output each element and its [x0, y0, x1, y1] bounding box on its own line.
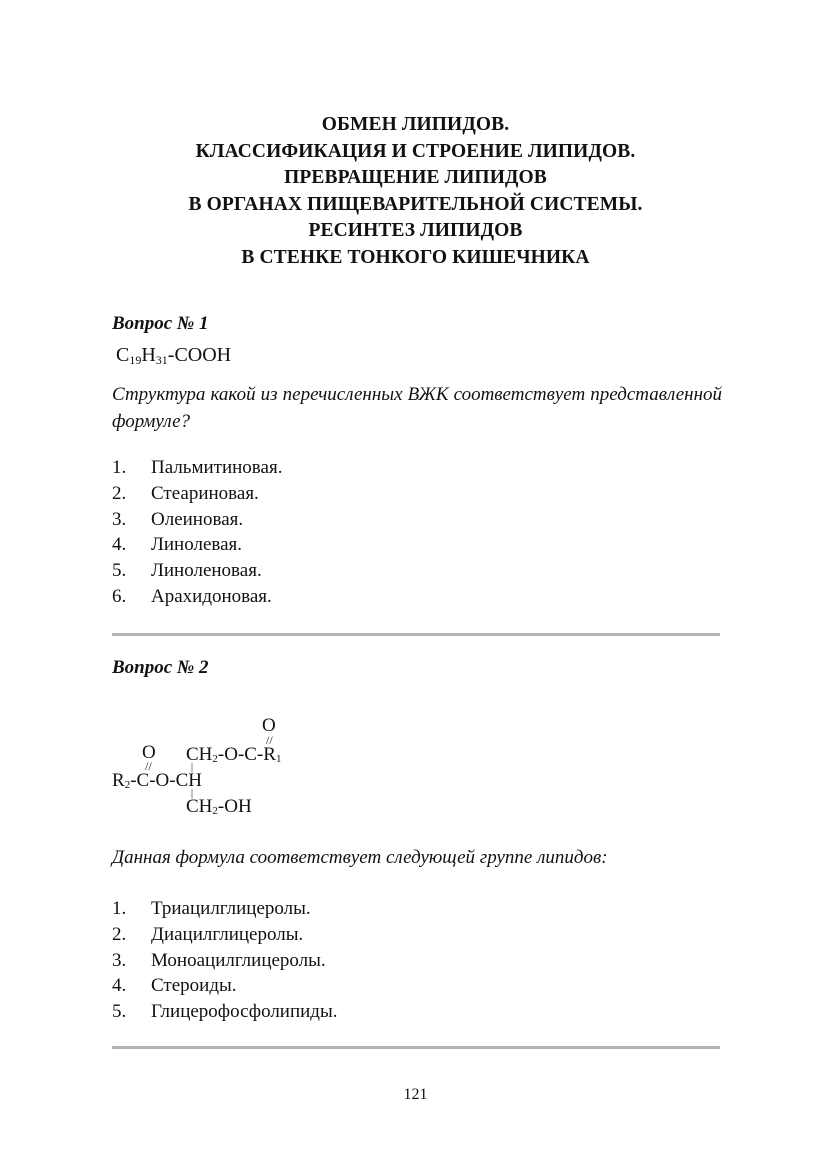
- carbonyl-oxygen-top: O: [262, 715, 276, 736]
- option-text: Линоленовая.: [151, 560, 262, 582]
- option-text: Олеиновая.: [151, 508, 244, 530]
- formula-hydrogen-count: 31: [155, 353, 168, 367]
- ester-group: -O-C-R: [217, 744, 276, 765]
- option-text: Диацилглицеролы.: [151, 923, 304, 945]
- option-text: Триацилглицеролы.: [151, 898, 311, 919]
- bond-mark: |: [191, 788, 194, 799]
- question-2-heading: Вопрос № 2: [112, 657, 209, 678]
- title-line: В ОРГАНАХ ПИЩЕВАРИТЕЛЬНОЙ СИСТЕМЫ.: [188, 193, 643, 215]
- title-line: РЕСИНТЕЗ ЛИПИДОВ: [308, 220, 523, 241]
- option-number: 3.: [112, 949, 127, 971]
- option-number: 2.: [112, 923, 127, 945]
- divider: [112, 1046, 720, 1049]
- title-line: ПРЕВРАЩЕНИЕ ЛИПИДОВ: [284, 167, 547, 188]
- option-number: 4.: [112, 975, 127, 997]
- option-number: 6.: [112, 585, 127, 607]
- option-item[interactable]: [112, 948, 337, 974]
- option-item[interactable]: [112, 481, 282, 507]
- question-1-heading: Вопрос № 1: [112, 313, 209, 334]
- option-number: 1.: [112, 898, 127, 919]
- option-text: Глицерофосфолипиды.: [151, 1001, 338, 1023]
- option-text: Пальмитиновая.: [151, 457, 283, 478]
- option-number: 4.: [112, 534, 127, 556]
- formula-carbon-count: 19: [129, 353, 142, 367]
- double-bond-mark: //: [145, 759, 152, 773]
- option-number: 5.: [112, 560, 127, 582]
- question-1-options: [112, 455, 282, 610]
- option-item[interactable]: [112, 455, 282, 481]
- page-number: 121: [403, 1086, 428, 1103]
- option-item[interactable]: [112, 999, 337, 1025]
- formula-hydrogen: H: [141, 344, 156, 366]
- option-text: Стеариновая.: [151, 482, 259, 504]
- option-text: Линолевая.: [151, 534, 243, 556]
- carbonyl-oxygen-left: O: [142, 742, 156, 763]
- option-number: 5.: [112, 1001, 127, 1023]
- divider: [112, 633, 720, 636]
- option-number: 2.: [112, 482, 127, 504]
- formula-carbon: C: [116, 344, 130, 366]
- title-line: В СТЕНКЕ ТОНКОГО КИШЕЧНИКА: [241, 246, 590, 268]
- double-bond-mark: //: [266, 733, 273, 747]
- option-item[interactable]: [112, 584, 282, 610]
- option-text: Стероиды.: [151, 975, 237, 997]
- page-title: [0, 112, 831, 271]
- group-ch: CH: [186, 744, 213, 765]
- title-line: ОБМЕН ЛИПИДОВ.: [321, 114, 510, 135]
- structure-row-1: [186, 745, 281, 765]
- hydroxyl-group: -OH: [217, 796, 252, 817]
- fatty-acid-formula: [116, 344, 231, 368]
- ester-group: -C-O-CH: [130, 770, 202, 791]
- question-2-options: [112, 896, 337, 1025]
- group-sub: 2: [212, 753, 218, 765]
- question-1-text: Структура какой из перечисленных ВЖК соответствует представленной формуле?: [112, 384, 722, 432]
- radical-index: 2: [124, 779, 131, 791]
- option-text: Арахидоновая.: [151, 585, 272, 607]
- option-text: Моноацилглицеролы.: [151, 949, 326, 971]
- option-item[interactable]: [112, 558, 282, 584]
- structure-row-2: [112, 771, 202, 791]
- title-line: КЛАССИФИКАЦИЯ И СТРОЕНИЕ ЛИПИДОВ.: [195, 140, 636, 162]
- option-item[interactable]: [112, 896, 337, 922]
- option-item[interactable]: [112, 507, 282, 533]
- option-number: 1.: [112, 457, 127, 478]
- question-2-text: Данная формула соответствует следующей группе липидов:: [112, 847, 608, 868]
- option-item[interactable]: [112, 532, 282, 558]
- group-ch: CH: [186, 796, 213, 817]
- group-sub: 2: [212, 805, 218, 817]
- option-item[interactable]: [112, 973, 337, 999]
- structure-row-3: [186, 797, 252, 817]
- option-item[interactable]: [112, 922, 337, 948]
- radical: R: [112, 770, 125, 791]
- option-number: 3.: [112, 508, 127, 530]
- formula-carboxyl: -COOH: [167, 344, 232, 366]
- bond-mark: |: [191, 762, 194, 773]
- radical-index: 1: [275, 753, 282, 765]
